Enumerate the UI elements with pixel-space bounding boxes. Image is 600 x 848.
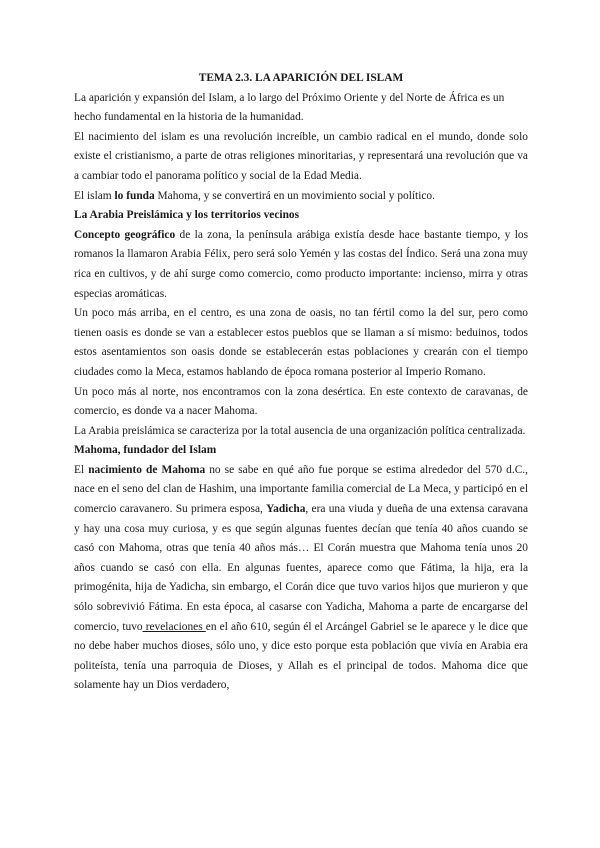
mahoma-p1-b1: nacimiento de Mahoma xyxy=(88,463,206,476)
document-title: TEMA 2.3. LA APARICIÓN DEL ISLAM xyxy=(198,72,404,84)
mahoma-p1-t1: El xyxy=(74,463,89,476)
founder-text-after: Mahoma, y se convertirá en un movimiento social y político. xyxy=(154,189,435,202)
arabia-paragraph-2: Un poco más arriba, en el centro, es una zona de oasis, no tan fértil como la del sur, pero como tienen oasis es donde se van a establecer estos pueblos que se llaman a sí mismo: beduinos, todos estos asentamientos son oasis donde se establecerán estas poblaciones y crearán con el tiempo ciudades como la Meca, estamos hablando de época romana posterior al Imperio Romano. xyxy=(74,307,528,378)
arabia-p1-bold: Concepto geográfico xyxy=(74,228,176,241)
founder-paragraph xyxy=(74,187,528,207)
document-content xyxy=(74,69,528,696)
section-heading-mahoma: Mahoma, fundador del Islam xyxy=(74,444,217,457)
mahoma-p1-t4: en el año 610, según él el Arcángel Gabriel se le aparece y le dice que no debe haber muchos dioses, sólo uno, y dice esto porque esta población que vivía en Arabia era politeísta, tenía una parroquia de Dioses, y Allah es el principal de todos. Mahoma dice que solamente hay un Dios verdadero, xyxy=(74,620,528,692)
mahoma-paragraph-1 xyxy=(74,461,528,696)
arabia-p1-text: de la zona, la península arábiga existía desde hace bastante tiempo, y los romanos la llamaron Arabia Félix, pero será solo Yemén y las costas del Índico. Será una zona muy rica en cultivos, y de ahí surge como comercio, como producto importante: incienso, mirra y otras especias aromáticas. xyxy=(74,228,529,300)
arabia-paragraph-4: La Arabia preislámica se caracteriza por la total ausencia de una organización política centralizada. xyxy=(74,424,526,437)
mahoma-p1-t2: no se sabe en qué año fue porque se estima alrededor del 570 d.C., nace en el seno del clan de Hashim, una importante familia comercial de La Meca, y participó en el comercio caravanero. Su primera esposa, xyxy=(74,463,528,516)
founder-text-before: El islam xyxy=(74,189,115,202)
mahoma-p1-underlined: revelaciones xyxy=(142,620,206,633)
arabia-paragraph-3: Un poco más al norte, nos encontramos con la zona desértica. En este contexto de caravanas, de comercio, es donde va a nacer Mahoma. xyxy=(74,385,528,418)
mahoma-p1-t3: , era una viuda y dueña de una extensa caravana y hay una cosa muy curiosa, y es que según algunas fuentes decían que tenía 40 años cuando se casó con Mahoma, otras que tenía 40 años más… El Corán muestra que Mahoma tenía unos 20 años cuando se casó con ella. En algunas fuentes, aparece como que Fátima, la hija, era la primogénita, hija de Yadicha, sin embargo, el Corán dice que tuvo varios hijos que murieron y que sólo sobrevivió Fátima. En esta época, al casarse con Yadicha, Mahoma a parte de encargarse del comercio, tuvo xyxy=(74,503,529,633)
intro-paragraph-1: La aparición y expansión del Islam, a lo largo del Próximo Oriente y del Norte de África es un hecho fundamental en la historia de la humanidad. xyxy=(74,91,505,124)
section-heading-arabia: La Arabia Preislámica y los territorios vecinos xyxy=(74,209,300,222)
mahoma-p1-b2: Yadicha xyxy=(266,503,306,516)
arabia-paragraph-1 xyxy=(74,226,528,304)
intro-paragraph-2: El nacimiento del islam es una revolución increíble, un cambio radical en el mundo, donde solo existe el cristianismo, a parte de otras religiones minoritarias, y representará una revolución que va a cambiar todo el panorama político y social de la Edad Media. xyxy=(74,130,528,182)
founder-text-bold: lo funda xyxy=(114,189,155,202)
